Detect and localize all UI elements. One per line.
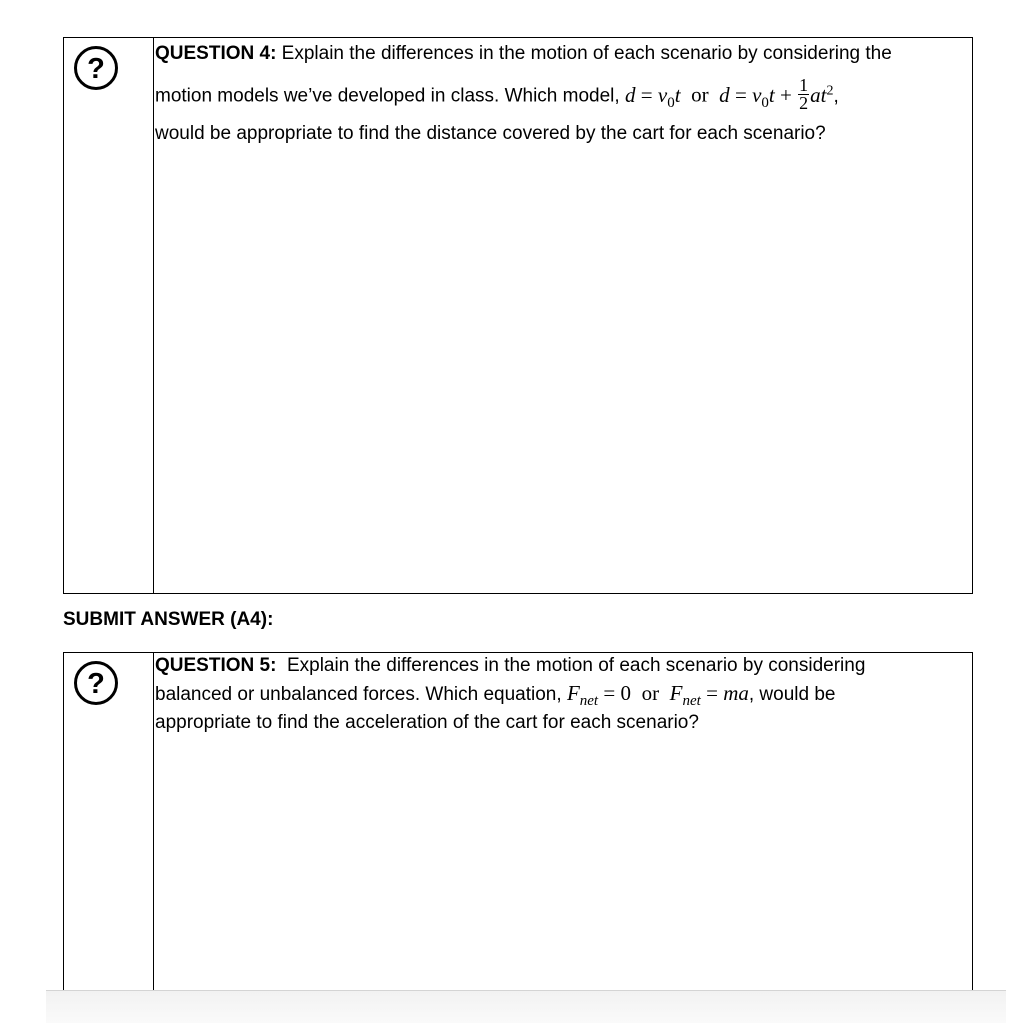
page-bottom-edge bbox=[46, 990, 1006, 1023]
equation-balanced bbox=[566, 681, 631, 709]
question-circle-icon bbox=[73, 660, 119, 706]
eq-denominator: 2 bbox=[799, 93, 809, 113]
eq-symbol: a bbox=[810, 82, 821, 107]
eq-symbol: v bbox=[657, 82, 668, 107]
eq-symbol: a bbox=[738, 681, 749, 705]
eq-comma: , bbox=[833, 85, 839, 107]
equation-constant-velocity bbox=[624, 82, 681, 111]
equation-unbalanced bbox=[669, 681, 749, 709]
question-5-line-2 bbox=[155, 683, 835, 709]
eq-symbol: = bbox=[640, 82, 653, 107]
question-4-icon-cell bbox=[64, 38, 154, 593]
question-4-line-2-text: motion models we’ve developed in class. Which model, bbox=[155, 85, 625, 107]
question-4-line-2 bbox=[155, 75, 839, 114]
question-circle-icon bbox=[73, 45, 119, 91]
eq-symbol: t bbox=[674, 82, 681, 107]
eq-subscript: 0 bbox=[667, 94, 675, 111]
question-4-line-1-text: Explain the differences in the motion of each scenario by considering the bbox=[276, 43, 892, 64]
eq-symbol: v bbox=[752, 82, 762, 107]
eq-numerator: 1 bbox=[799, 75, 809, 95]
eq-or: or bbox=[641, 681, 660, 705]
equation-constant-acceleration bbox=[719, 75, 839, 113]
question-5-text-cell bbox=[153, 653, 972, 992]
eq-symbol: F bbox=[669, 681, 683, 705]
question-5-box bbox=[63, 652, 973, 992]
svg-text:?: ? bbox=[87, 53, 105, 85]
eq-symbol: t bbox=[820, 82, 827, 107]
question-5-line-1 bbox=[155, 656, 865, 675]
eq-symbol: 0 bbox=[620, 681, 631, 705]
question-5-label: QUESTION 5: bbox=[155, 655, 277, 676]
eq-exponent: 2 bbox=[826, 83, 834, 99]
eq-subscript: net bbox=[682, 692, 701, 709]
eq-symbol: = bbox=[603, 681, 616, 705]
eq-symbol: = bbox=[706, 681, 718, 705]
question-4-label: QUESTION 4: bbox=[155, 43, 277, 64]
question-5-icon-cell bbox=[64, 653, 154, 992]
eq-or: or bbox=[691, 82, 709, 107]
question-5-line-3: appropriate to find the acceleration of the cart for each scenario? bbox=[155, 712, 699, 733]
svg-text:?: ? bbox=[87, 668, 105, 700]
eq-symbol: = bbox=[734, 82, 747, 107]
eq-symbol: m bbox=[723, 681, 739, 705]
question-5-line-2-text: balanced or unbalanced forces. Which equation, bbox=[155, 684, 567, 705]
eq-subscript: net bbox=[579, 692, 599, 709]
question-4-line-3: would be appropriate to find the distance covered by the cart for each scenario? bbox=[155, 123, 826, 144]
question-5-line-2-tail: , would be bbox=[748, 684, 836, 705]
question-4-box bbox=[63, 37, 973, 594]
eq-symbol: d bbox=[624, 82, 636, 107]
submit-answer-label: SUBMIT ANSWER (A4): bbox=[63, 609, 274, 630]
question-5-line-1-text: Explain the differences in the motion of each scenario by considering bbox=[276, 655, 866, 676]
question-4-text-cell bbox=[153, 38, 972, 593]
question-4-line-1 bbox=[155, 44, 892, 63]
eq-symbol: d bbox=[719, 82, 730, 107]
eq-symbol: F bbox=[566, 681, 580, 705]
eq-subscript: 0 bbox=[761, 94, 769, 111]
eq-fraction bbox=[798, 77, 809, 112]
eq-symbol: t bbox=[768, 82, 775, 107]
eq-symbol: + bbox=[780, 82, 792, 107]
